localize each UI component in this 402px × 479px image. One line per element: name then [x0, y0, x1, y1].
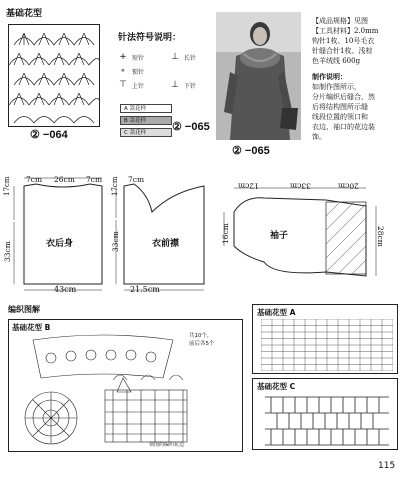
sleeve-dim-left: 16cm — [221, 223, 230, 244]
pattern-code-065-legend: ② −065 — [172, 121, 210, 133]
front-dim-bottom: 21.5cm — [130, 285, 160, 294]
front-dim-height: 33cm — [111, 231, 120, 252]
back-dim-mid: 26cm — [54, 175, 75, 184]
pattern-b-panel — [8, 319, 243, 452]
method-line: 如制作图所示， — [312, 83, 361, 91]
back-piece-label: 衣后身 — [46, 239, 74, 249]
pattern-c-drawing — [261, 393, 393, 447]
purl-symbol-icon: ⊥ — [171, 80, 179, 90]
pattern-c-title: 基础花型 C — [257, 382, 296, 391]
pattern-b-note-2: 前后各5个 — [189, 341, 215, 347]
pattern-b-note-1: 共10个, — [189, 333, 209, 339]
symbol-label: 上针 — [132, 82, 145, 90]
pattern-a-title: 基础花型 A — [257, 308, 296, 317]
basic-pattern-064-chart — [8, 24, 100, 127]
symbol-label: 下针 — [184, 82, 197, 90]
spec-line: 钩针1枚、10号毛衣 — [312, 37, 375, 45]
chart-section-title: 编织图解 — [8, 305, 40, 314]
method-line: 衣边、袖口的花边装 — [312, 123, 375, 131]
pattern-code-065-photo: ② −065 — [232, 145, 270, 157]
back-dim-height: 33cm — [3, 241, 12, 262]
back-dim-right: 7cm — [86, 175, 103, 184]
fan-stitch-chart — [9, 25, 99, 126]
method-title: 制作说明： — [312, 72, 347, 81]
back-piece-diagram — [3, 172, 116, 296]
front-dim-top: 7cm — [128, 175, 145, 184]
back-dim-side: 17cm — [3, 176, 11, 196]
spec-line: 色羊绒线 600g — [312, 57, 361, 65]
method-line: 饰。 — [312, 133, 326, 141]
symbol-row-ch — [118, 66, 144, 76]
pattern-c-box: C 款花样 — [120, 128, 172, 137]
sleeve-diagram — [214, 176, 402, 288]
pattern-c-panel — [252, 378, 398, 450]
symbol-row-dc — [170, 52, 196, 62]
front-dim-side: 17cm — [111, 176, 119, 196]
spec-block — [312, 16, 400, 142]
front-piece-diagram — [112, 172, 212, 296]
symbols-list — [118, 52, 144, 90]
method-line: 后将结构图所示缝 — [312, 103, 368, 111]
pattern-boxes — [120, 104, 172, 137]
page-number: 115 — [378, 461, 396, 471]
pattern-b-footnote: 领围的编织花边 — [149, 442, 185, 448]
knit-symbol-icon: ⊤ — [119, 80, 127, 90]
dc-symbol-icon: ⊥ — [171, 52, 179, 62]
pattern-b-box: B 款花样 — [120, 116, 172, 125]
spec-line: 【工具材料】2.0mm — [312, 27, 379, 35]
sleeve-dim-right: 28cm — [376, 226, 385, 247]
pattern-b-title: 基础花型 B — [12, 323, 51, 332]
symbol-label: 短针 — [132, 54, 145, 62]
pattern-a-panel — [252, 304, 398, 374]
sleeve-dim-1: 12cm — [238, 181, 259, 191]
symbol-row-sc — [118, 52, 144, 62]
pattern-code-064: ② −064 — [30, 129, 68, 141]
pattern-b-drawing — [13, 330, 241, 450]
symbol-row-knit — [118, 80, 144, 90]
symbol-label: 锁针 — [132, 68, 145, 76]
sleeve-label: 袖子 — [270, 231, 289, 241]
method-line: 分片编织后缝合，然 — [312, 93, 375, 101]
model-photo — [216, 12, 301, 140]
back-dim-bottom: 43cm — [54, 285, 77, 294]
symbol-label: 长针 — [184, 54, 197, 62]
symbols-title: 针法符号说明： — [118, 33, 182, 43]
pattern-a-grid — [261, 319, 393, 371]
spec-line: 【成品规格】见图 — [312, 17, 368, 25]
spec-line: 针缝合针1枚、浅棕 — [312, 47, 373, 55]
method-line: 线段位置的领口和 — [312, 113, 368, 121]
sleeve-dim-3: 20cm — [338, 181, 359, 191]
basic-pattern-title: 基础花型 — [6, 9, 43, 19]
pattern-a-box: A 款花样 — [120, 104, 172, 113]
sleeve-dim-2: 33cm — [290, 181, 311, 191]
model-photo-drawing — [216, 12, 301, 140]
front-piece-label: 衣前襟 — [152, 239, 180, 249]
back-dim-left: 7cm — [26, 175, 43, 184]
chain-symbol-icon: ∘ — [120, 66, 126, 76]
symbol-row-purl — [170, 80, 196, 90]
symbols-list-right — [170, 52, 196, 90]
plus-symbol-icon: + — [119, 52, 127, 62]
